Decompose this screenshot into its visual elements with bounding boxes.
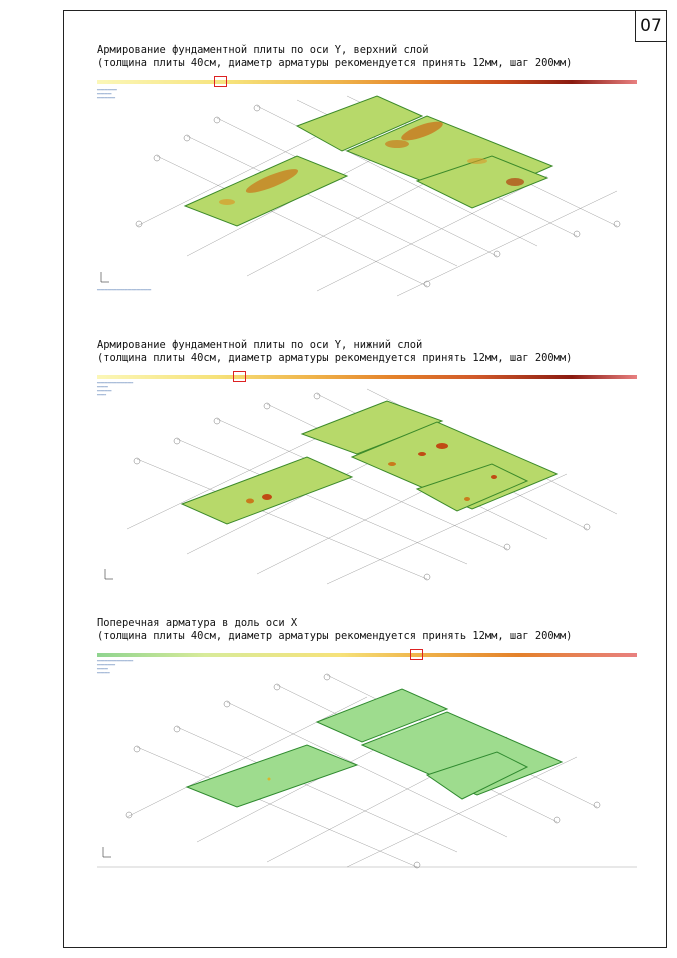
section-subtitle: (толщина плиты 40см, диаметр арматуры рекомендуется принять 12мм, шаг 200мм) xyxy=(97,630,573,642)
axis-triad-icon xyxy=(103,847,111,857)
section-title: Поперечная арматура в доль оси X xyxy=(97,617,298,629)
slab-plan-drawing xyxy=(97,667,637,867)
section-subtitle: (толщина плиты 40см, диаметр арматуры рекомендуется принять 12мм, шаг 200мм) xyxy=(97,57,573,69)
slab-plan-drawing xyxy=(97,389,637,589)
legend-info-block: ━━━━━━━━━━━━━━━━━━━━ ━━━━━━ ━━━━━━━━ ━━━━━ xyxy=(97,381,134,397)
slab-right-upper xyxy=(302,401,557,511)
section-subtitle: (толщина плиты 40см, диаметр арматуры рекомендуется принять 12мм, шаг 200мм) xyxy=(97,352,573,364)
axis-triad-icon xyxy=(105,569,113,579)
color-scale-bar xyxy=(97,375,637,379)
scale-highlight-marker xyxy=(410,649,423,660)
slab-left xyxy=(187,745,357,807)
scale-highlight-marker xyxy=(214,76,227,87)
legend-info-block: ━━━━━━━━━━━━━━━━━━━━ ━━━━━━━━━━ ━━━━━━ ━━━━━━━ xyxy=(97,659,134,675)
axis-triad-icon xyxy=(101,272,109,282)
section-title: Армирование фундаментной плиты по оси Y, нижний слой xyxy=(97,339,423,351)
slab-right-upper xyxy=(317,689,562,799)
slab-left xyxy=(185,156,347,226)
section-transverse xyxy=(97,617,637,867)
scale-highlight-marker xyxy=(233,371,246,382)
color-scale-bar xyxy=(97,653,637,657)
section-top-layer xyxy=(97,44,637,304)
page-number: 07 xyxy=(635,10,667,42)
plot-footer-note: ━━━━━━━━━━━━━━━━━━━━━━━━━━━━━━ xyxy=(97,288,152,292)
section-title: Армирование фундаментной плиты по оси Y, верхний слой xyxy=(97,44,429,56)
color-scale-bar xyxy=(97,80,637,84)
section-bottom-layer xyxy=(97,339,637,589)
slab-plan-drawing xyxy=(97,96,637,296)
slab-right-upper xyxy=(297,96,552,208)
legend-info-block: ━━━━━━━━━━━ ━━━━━━━━ ━━━━━━━━━━ xyxy=(97,88,117,100)
